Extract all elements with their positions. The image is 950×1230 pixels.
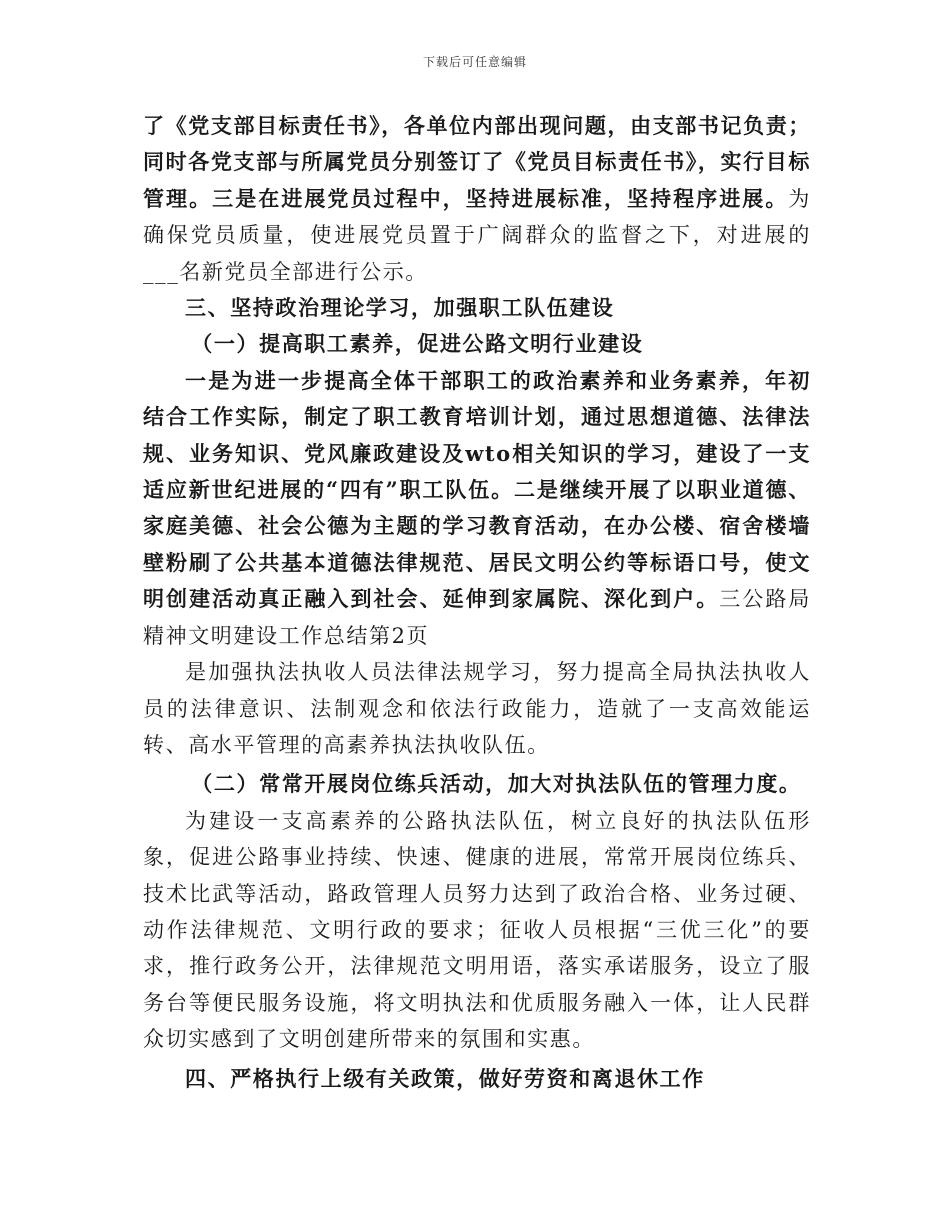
paragraph-staff-quality <box>143 363 811 654</box>
subsection-heading-2: （二）常常开展岗位练兵活动，加大对执法队伍的管理力度。 <box>191 771 802 797</box>
document-body <box>143 108 811 1097</box>
paragraph-law-enforcement-study: 是加强执法执收人员法律法规学习，努力提高全局执法执收人员的法律意识、法制观念和依法行政能力，造就了一支高效能运转、高水平管理的高素养执法执收队伍。 <box>143 660 811 757</box>
section-heading-4: 四、严格执行上级有关政策，做好劳资和离退休工作 <box>185 1065 705 1091</box>
page-header: 下载后可任意编辑 <box>422 55 527 69</box>
paragraph-party-responsibility <box>143 108 811 290</box>
paragraph-job-training: 为建设一支高素养的公路执法队伍，树立良好的执法队伍形象，促进公路事业持续、快速、健康的进展，常常开展岗位练兵、技术比武等活动，路政管理人员努力达到了政治合格、业务过硬、动作法律规范、文明行政的要求；征收人员根据“三优三化”的要求，推行政务公开，法律规范文明用语，落实承诺服务，设立了服务台等便民服务设施，将文明执法和优质服务融入一体，让人民群众切实感到了文明创建所带来的氛围和实惠。 <box>143 808 811 1052</box>
bold-text-run: 一是为进一步提高全体干部职工的政治素养和业务素养，年初结合工作实际，制定了职工教育培训计划，通过思想道德、法律法规、业务知识、党风廉政建设及wto相关知识的学习，建设了一支适应新世纪进展的“四有”职工队伍。二是继续开展了以职业道德、家庭美德、社会公德为主题的学习教育活动，在办公楼、宿舍楼墙壁粉刷了公共基本道德法律规范、居民文明公约等标语口号，使文明创建活动真正融入到社会、延伸到家属院、深化到户。 <box>143 367 811 612</box>
bold-text-run: 了《党支部目标责任书》，各单位内部出现问题，由支部书记负责；同时各党支部与所属党员分别签订了《党员目标责任书》，实行目标管理。三是在进展党员过程中，坚持进展标准，坚持程序进展。 <box>143 113 811 211</box>
normal-text-run: 三公路局精神文明建设工作总结第2页 <box>143 587 811 648</box>
subsection-heading-1: （一）提高职工素养，促进公路文明行业建设 <box>191 331 644 357</box>
normal-text-run: 为确保党员质量，使进展党员置于广阔群众的监督之下，对进展的___名新党员全部进行公示。 <box>143 186 811 284</box>
section-heading-3: 三、坚持政治理论学习，加强职工队伍建设 <box>185 295 615 321</box>
